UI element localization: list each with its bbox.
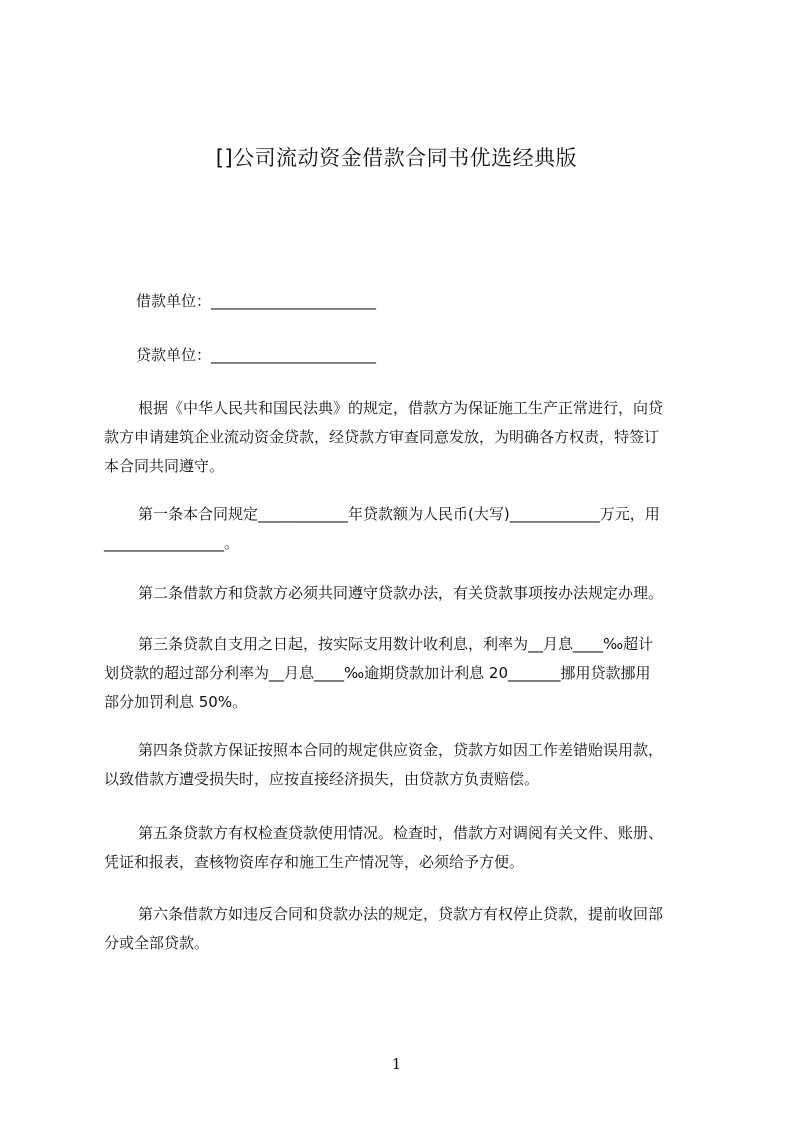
borrower-field: 借款单位：______________________ xyxy=(136,292,377,310)
paragraph-line: 凭证和报表，查核物资库存和施工生产情况等，必须给予方便。 xyxy=(104,853,525,871)
paragraph-article-4 xyxy=(104,736,704,794)
paragraph-line: 部分加罚利息 50%。 xyxy=(104,693,248,711)
paragraph-line: 第一条本合同规定____________年贷款额为人民币(大写)____________万元，用 xyxy=(138,505,660,523)
paragraph-article-2 xyxy=(104,579,704,608)
paragraph-line: 划贷款的超过部分利率为__月息____‰逾期贷款加计利息 20_______挪用贷款挪用 xyxy=(104,664,651,682)
paragraph-line: 第三条贷款自支用之日起，按实际支用数计收利息，利率为__月息____‰超计 xyxy=(138,635,654,653)
document-title: []公司流动资金借款合同书优选经典版 xyxy=(215,146,578,170)
paragraph-line: 根据《中华人民共和国民法典》的规定，借款方为保证施工生产正常进行，向贷 xyxy=(138,399,664,417)
lender-field: 贷款单位：______________________ xyxy=(136,346,377,364)
paragraph-line: 第二条借款方和贷款方必须共同遵守贷款办法，有关贷款事项按办法规定办理。 xyxy=(138,584,664,602)
paragraph-article-1 xyxy=(104,500,704,558)
page-number: 1 xyxy=(391,1055,402,1073)
paragraph-line: 本合同共同遵守。 xyxy=(104,457,225,475)
paragraph-article-3 xyxy=(104,630,704,717)
paragraph-line: 以致借款方遭受损失时，应按直接经济损失，由贷款方负责赔偿。 xyxy=(104,770,540,788)
paragraph-line: 第五条贷款方有权检查贷款使用情况。检查时，借款方对调阅有关文件、账册、 xyxy=(138,824,664,842)
paragraph-article-6 xyxy=(104,900,704,958)
paragraph-line: 第六条借款方如违反合同和贷款办法的规定，贷款方有权停止贷款，提前收回部 xyxy=(138,905,664,923)
paragraph-article-5 xyxy=(104,819,704,877)
paragraph-preamble xyxy=(104,394,704,481)
paragraph-line: ________________。 xyxy=(104,534,240,552)
paragraph-line: 第四条贷款方保证按照本合同的规定供应资金，贷款方如因工作差错贻误用款， xyxy=(138,741,664,759)
paragraph-line: 分或全部贷款。 xyxy=(104,934,210,952)
paragraph-line: 款方申请建筑企业流动资金贷款，经贷款方审查同意发放，为明确各方权责，特签订 xyxy=(104,428,660,446)
